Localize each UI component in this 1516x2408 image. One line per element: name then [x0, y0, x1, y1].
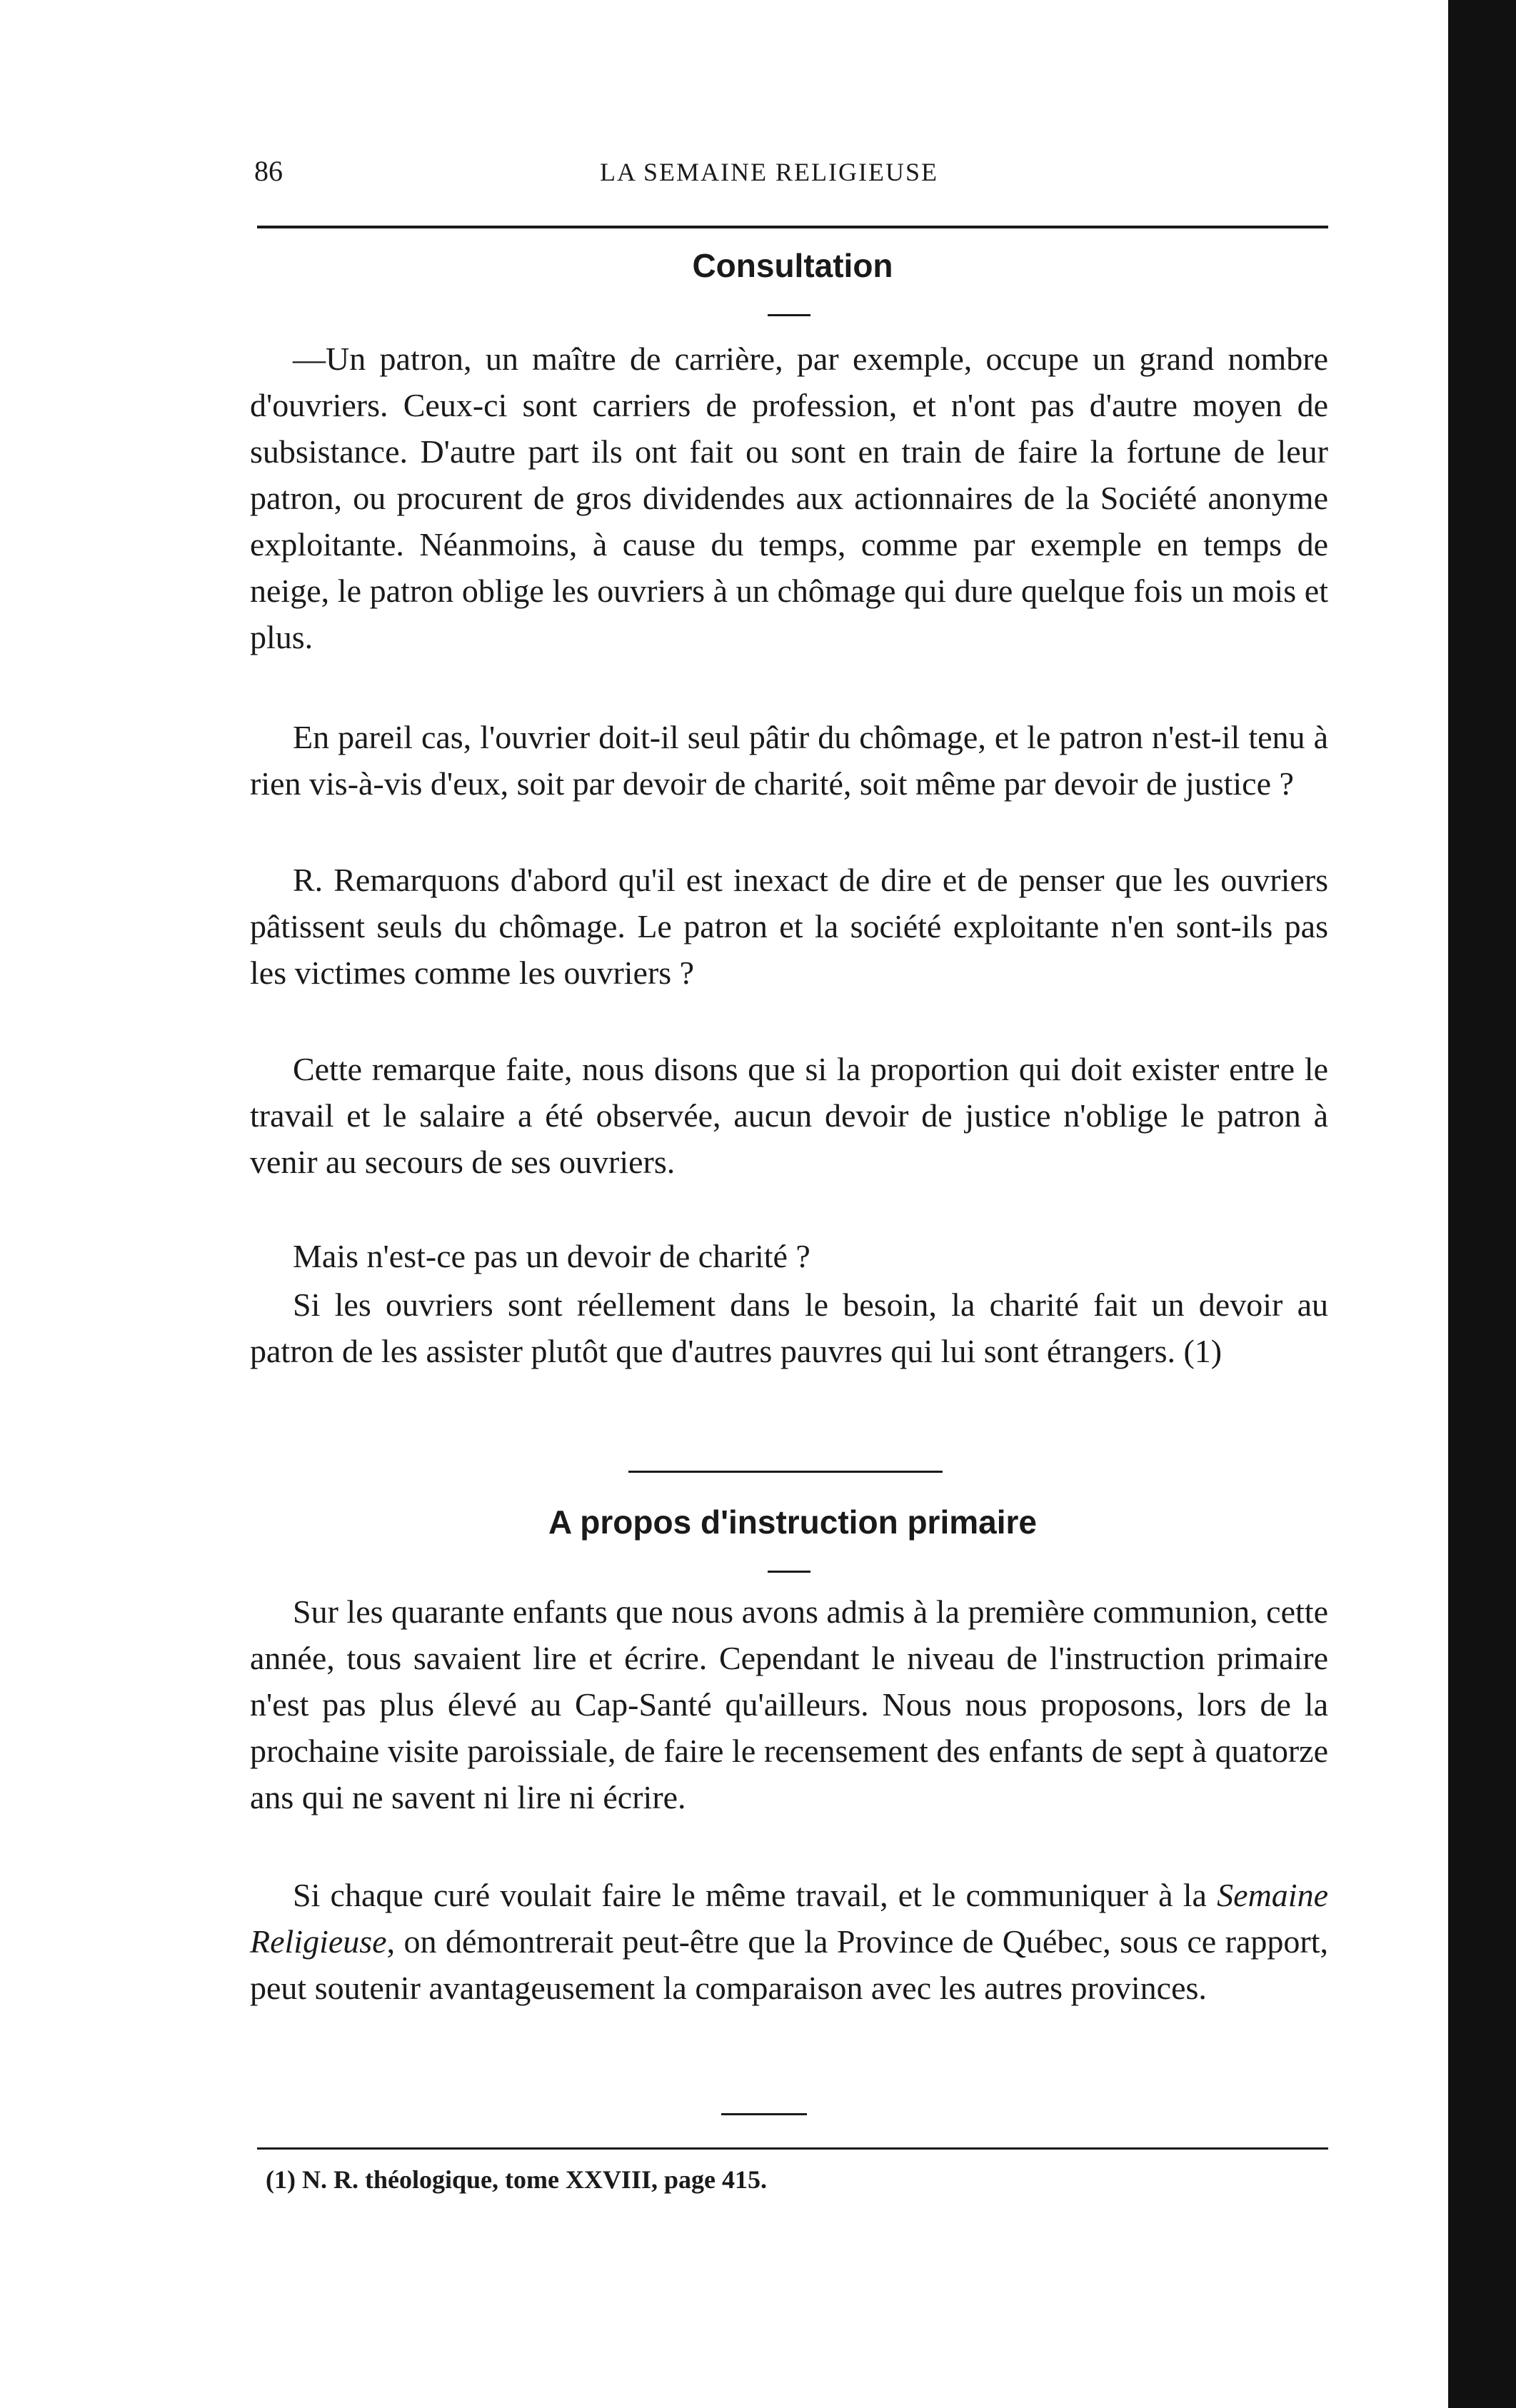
paragraph — [250, 1872, 1328, 2011]
footnote-rule — [257, 2147, 1328, 2150]
title-dash — [768, 314, 810, 316]
section-title-consultation: Consultation — [692, 247, 893, 284]
paragraph-text: , on démontrerait peut-être que la Province de Québec, sous ce rapport, peut soutenir avantageusement la comparaison avec les autres provinces. — [250, 1923, 1328, 2006]
scan-border — [1448, 0, 1516, 2408]
paragraph-text: Si chaque curé voulait faire le même travail, et le communiquer à la — [293, 1877, 1218, 1913]
paragraph: En pareil cas, l'ouvrier doit-il seul pâtir du chômage, et le patron n'est-il tenu à rien vis-à-vis d'eux, soit par devoir de charité, soit même par devoir de justice ? — [250, 719, 1328, 802]
paragraph: —Un patron, un maître de carrière, par exemple, occupe un grand nombre d'ouvriers. Ceux-ci sont carriers de profession, et n'ont pas d'autre moyen de subsistance. D'autre part ils ont fait ou sont en train de faire la fortune de leur patron, ou procurent de gros dividendes aux actionnaires de la Société anonyme exploitante. Néanmoins, à cause du temps, comme par exemple en temps de neige, le patron oblige les ouvriers à un chômage qui dure quelque fois un mois et plus. — [250, 341, 1328, 655]
section-title-instruction: A propos d'instruction primaire — [548, 1503, 1037, 1541]
running-header — [250, 154, 1335, 197]
paragraph: Cette remarque faite, nous disons que si la proportion qui doit exister entre le travail et le salaire a été observée, aucun devoir de justice n'oblige le patron à venir au secours de ses ouvriers. — [250, 1051, 1328, 1180]
header-rule — [257, 226, 1328, 228]
paragraph: Sur les quarante enfants que nous avons admis à la première communion, cette année, tous savaient lire et écrire. Cependant le niveau de l'instruction primaire n'est pas plus élevé au Cap-Santé qu'ailleurs. Nous nous proposons, lors de la prochaine visite paroissiale, de faire le recensement des enfants de sept à quatorze ans qui ne savent ni lire ni écrire. — [250, 1593, 1328, 1815]
paragraph: Mais n'est-ce pas un devoir de charité ? — [293, 1238, 810, 1274]
paragraph: Si les ouvriers sont réellement dans le besoin, la charité fait un devoir au patron de les assister plutôt que d'autres pauvres qui lui sont étrangers. (1) — [250, 1286, 1328, 1369]
end-dash — [721, 2113, 807, 2115]
footnote: (1) N. R. théologique, tome XXVIII, page 415. — [266, 2165, 767, 2194]
publication-title: Semaine Religieuse — [250, 1877, 1328, 1960]
title-dash — [768, 1571, 810, 1573]
running-title: LA SEMAINE RELIGIEUSE — [600, 158, 938, 186]
page-number: 86 — [254, 155, 283, 187]
section-separator — [628, 1471, 943, 1473]
paragraph: R. Remarquons d'abord qu'il est inexact de dire et de penser que les ouvriers pâtissent seuls du chômage. Le patron et la société exploitante n'en sont-ils pas les victimes comme les ouvriers ? — [250, 862, 1328, 991]
